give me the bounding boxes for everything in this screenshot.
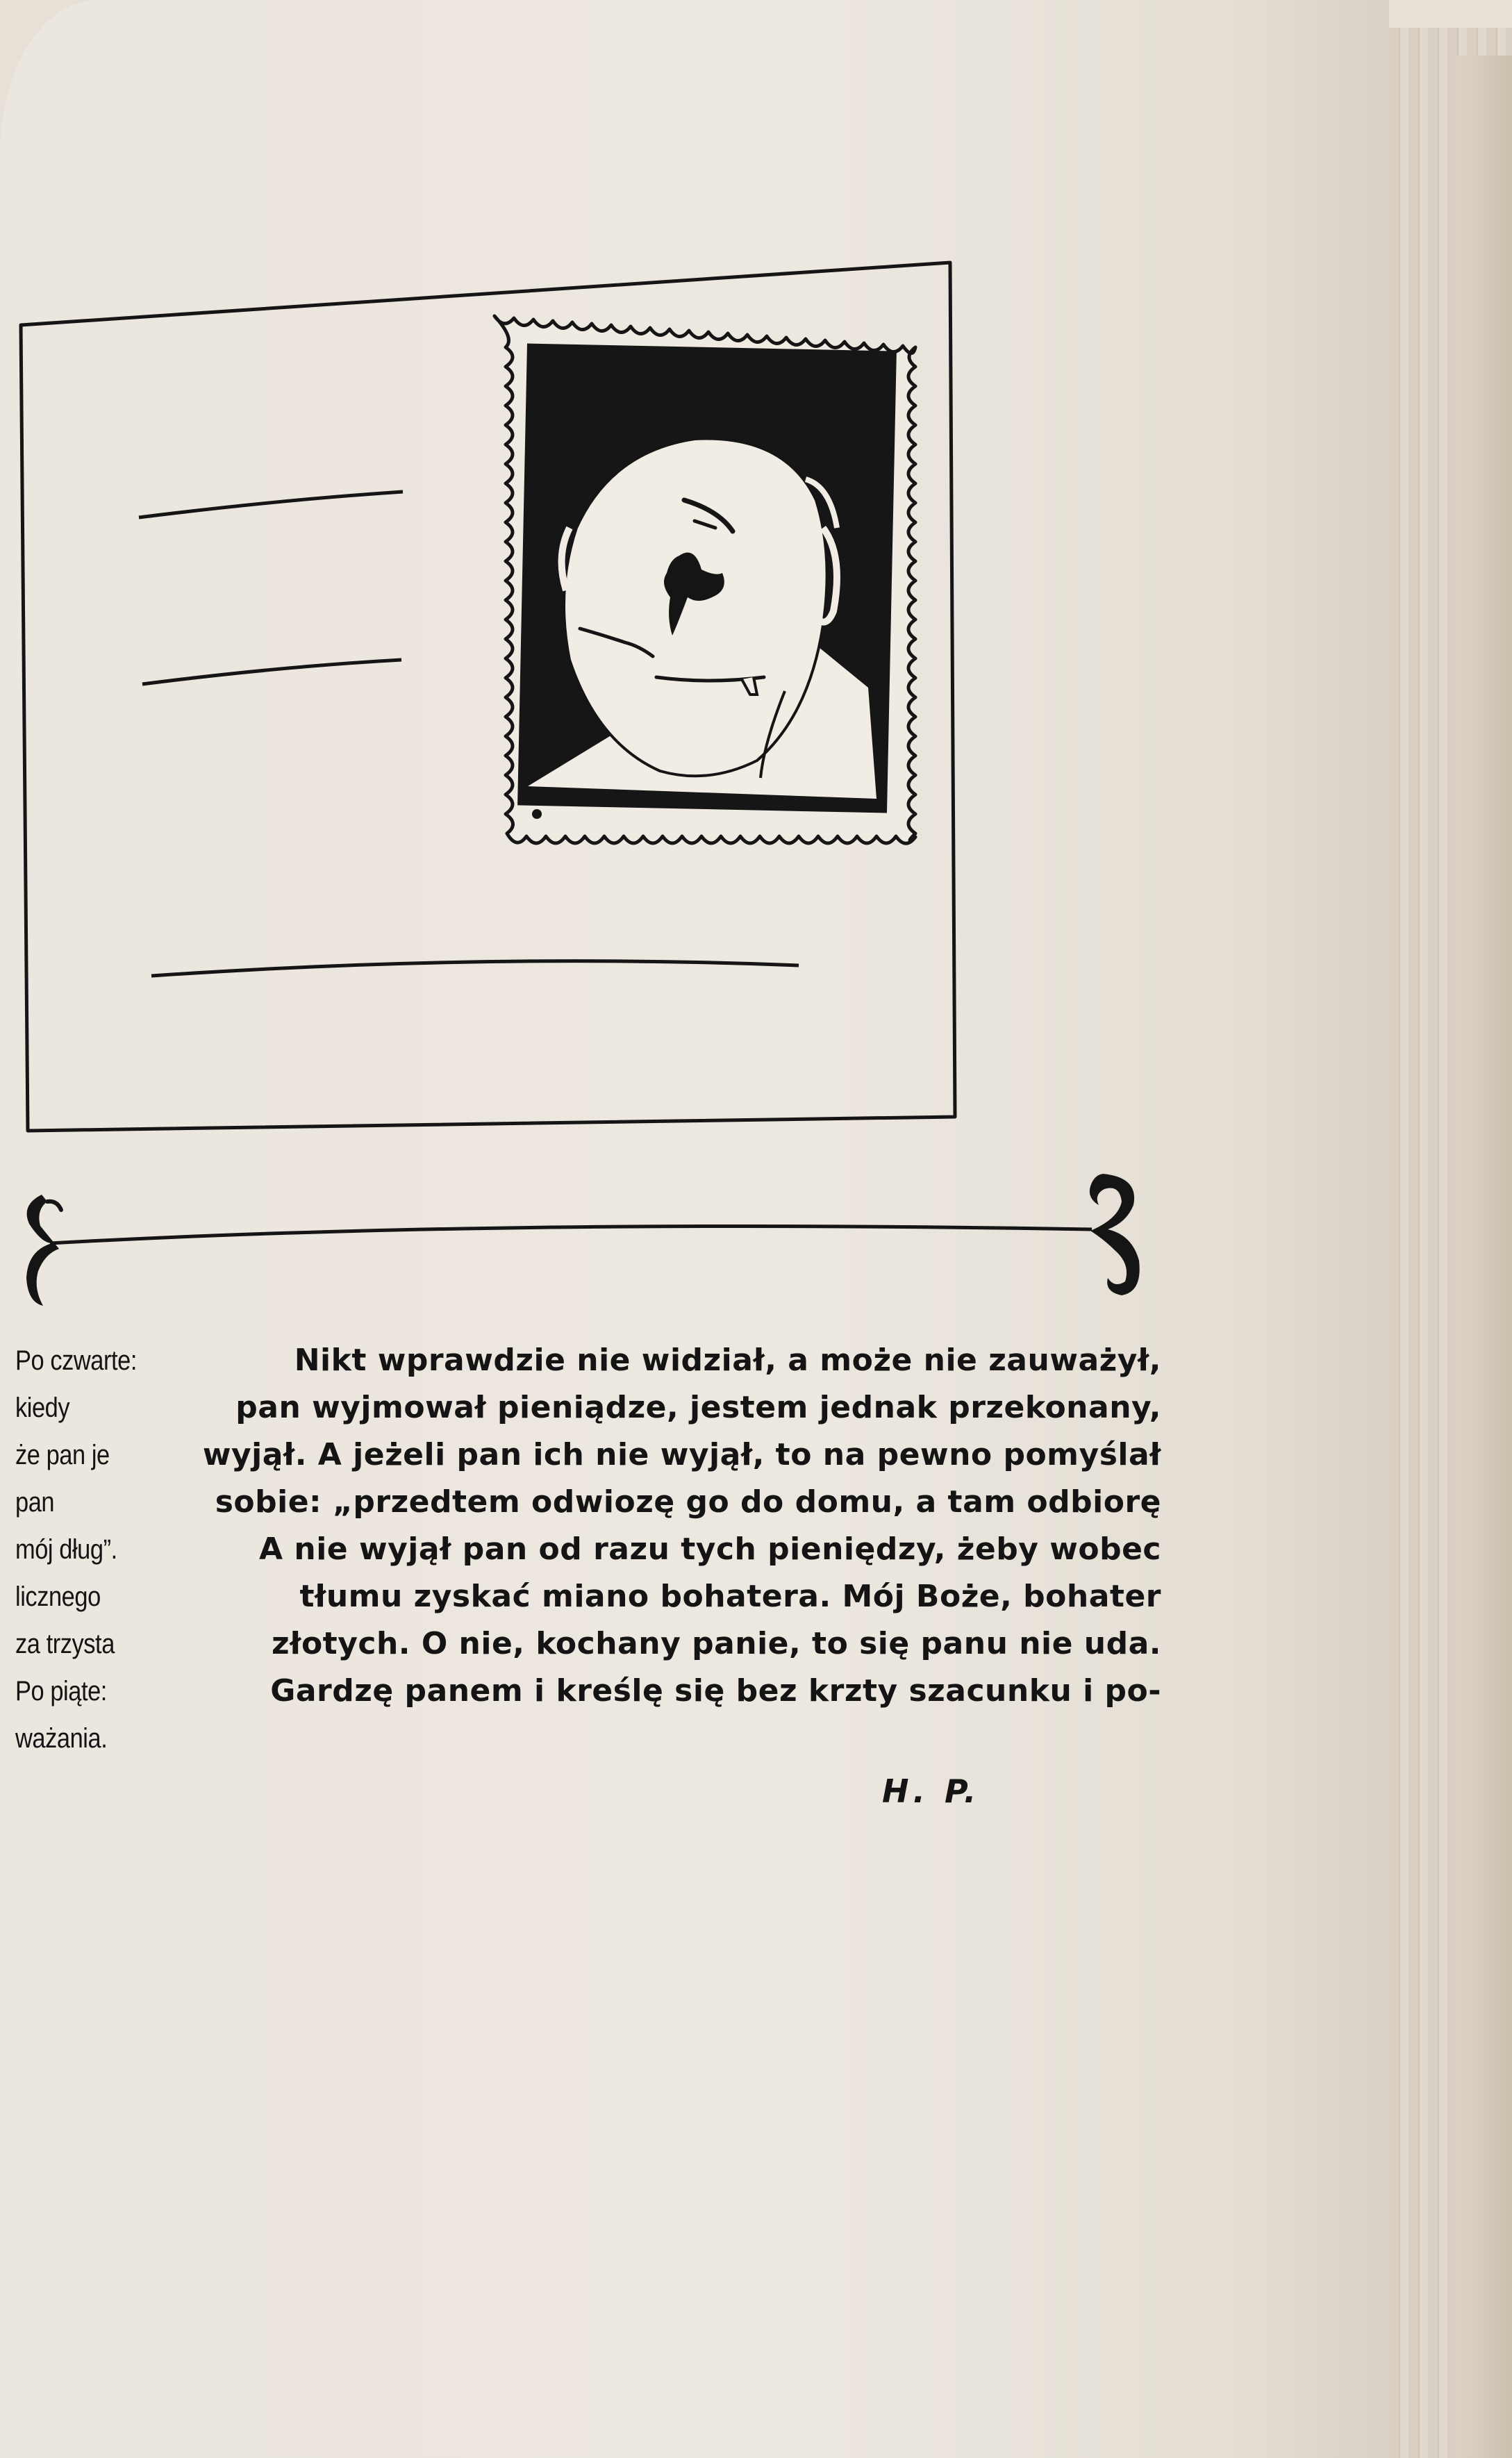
line-text: Gardzę panem i kreślę się bez krzty szacunku i po- [270, 1673, 1161, 1709]
line-text: sobie: „przedtem odwiozę go do domu, a tam odbiorę [215, 1484, 1161, 1520]
line-lead: za trzysta [15, 1629, 115, 1659]
letter-line-3 [15, 1431, 1161, 1479]
letter-line-8 [15, 1668, 1161, 1715]
address-line-1 [139, 492, 403, 517]
line-lead: Po czwarte: [15, 1345, 137, 1376]
line-lead: mój dług”. [15, 1534, 117, 1565]
address-line-2 [142, 660, 401, 684]
line-text: tłumu zyskać miano bohatera. Mój Boże, bohater [299, 1579, 1161, 1614]
line-lead: że pan je [15, 1440, 110, 1470]
line-lead: licznego [15, 1581, 101, 1612]
line-lead: kiedy [15, 1393, 70, 1423]
line-lead: pan [15, 1487, 55, 1518]
letter-line-4 [15, 1479, 1161, 1526]
ornamental-divider-icon [26, 1174, 1140, 1306]
letter-line-9 [15, 1715, 1161, 1762]
signature: H. P. [882, 1772, 981, 1810]
line-text: pan wyjmował pieniądze, jestem jednak przekonany, [235, 1390, 1161, 1425]
line-text: złotych. O nie, kochany panie, to się panu nie uda. [272, 1626, 1161, 1661]
letter-line-7 [15, 1620, 1161, 1668]
letter-line-5 [15, 1526, 1161, 1573]
letter-line-1 [15, 1337, 1161, 1384]
letter-body [15, 1337, 1161, 1762]
line-lead: Po piąte: [15, 1676, 107, 1707]
letter-line-6 [15, 1573, 1161, 1620]
line-text: wyjął. A jeżeli pan ich nie wyjął, to na pewno pomyślał [202, 1437, 1161, 1472]
address-line-3 [151, 961, 799, 976]
line-text: A nie wyjął pan od razu tych pieniędzy, żeby wobec [259, 1531, 1161, 1567]
line-text: Nikt wprawdzie nie widział, a może nie zauważył, [294, 1343, 1161, 1378]
line-lead: ważania. [15, 1723, 108, 1754]
letter-line-2 [15, 1384, 1161, 1431]
